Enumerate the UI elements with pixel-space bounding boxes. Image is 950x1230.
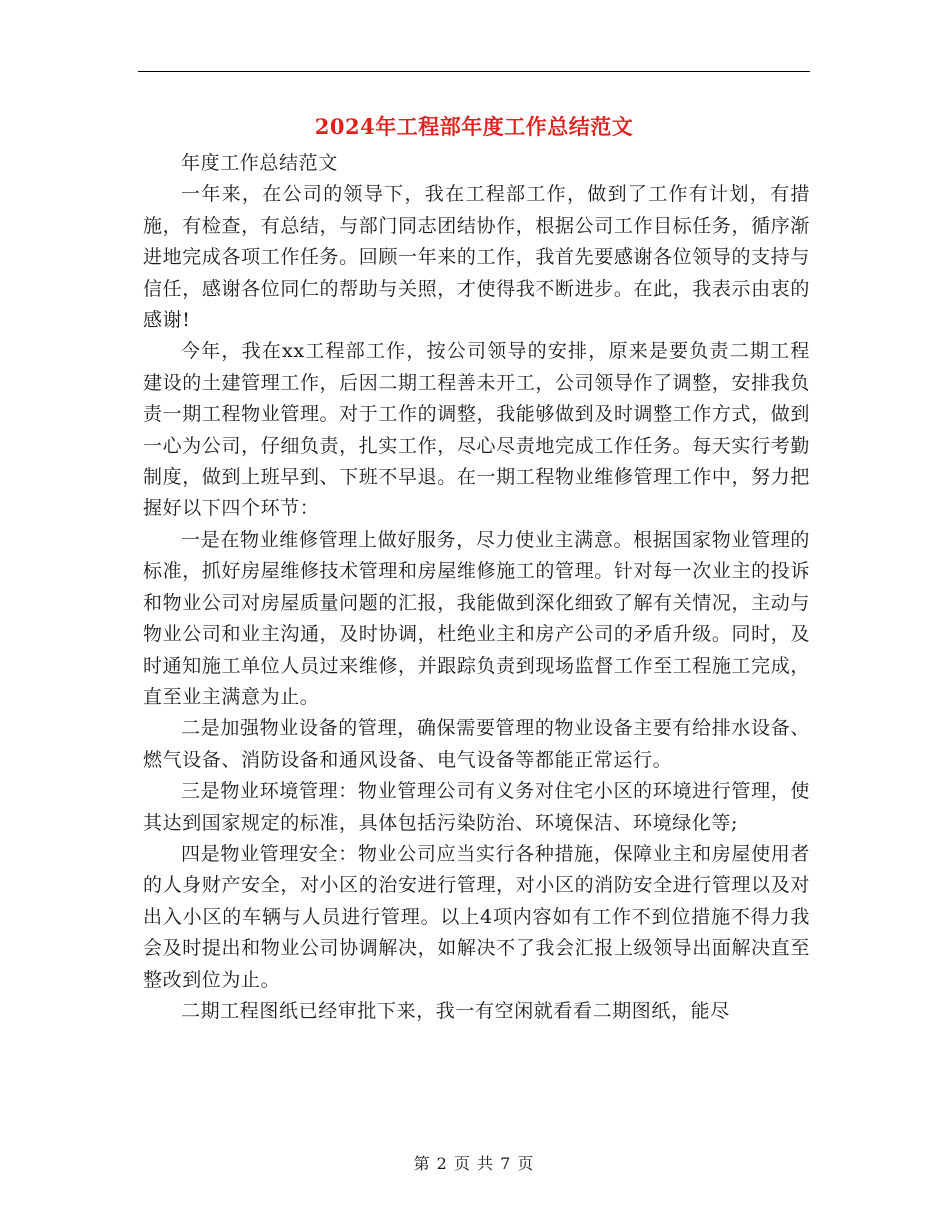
paragraph-assignment: 今年，我在xx工程部工作，按公司领导的安排，原来是要负责二期工程建设的土建管理工作，后因二期工程善未开工，公司领导作了调整，安排我负责一期工程物业管理。对于工作的调整，我能够做到及时调整工作方式，做到一心为公司，仔细负责，扎实工作，尽心尽责地完成工作任务。每天实行考勤制度，做到上班早到、下班不早退。在一期工程物业维修管理工作中，努力把握好以下四个环节： <box>143 340 810 520</box>
paragraph-item-three: 三是物业环境管理：物业管理公司有义务对住宅小区的环境进行管理，使其达到国家规定的标准，具体包括污染防治、环境保洁、环境绿化等; <box>143 780 810 834</box>
paragraph-item-two: 二是加强物业设备的管理，确保需要管理的物业设备主要有给排水设备、燃气设备、消防设备和通风设备、电气设备等都能正常运行。 <box>143 717 810 771</box>
paragraph-subtitle: 年度工作总结范文 <box>181 152 338 174</box>
paragraph-item-four: 四是物业管理安全：物业公司应当实行各种措施，保障业主和房屋使用者的人身财产安全，对小区的治安进行管理，对小区的消防安全进行管理以及对出入小区的车辆与人员进行管理。以上4项内容如有工作不到位措施不得力我会及时提出和物业公司协调解决，如解决不了我会汇报上级领导出面解决直至整改到位为止。 <box>143 842 810 991</box>
document-body <box>143 148 810 1027</box>
header-rule <box>138 71 810 72</box>
paragraph-phase-two: 二期工程图纸已经审批下来，我一有空闲就看看二期图纸，能尽 <box>181 999 730 1022</box>
document-title: 2024年工程部年度工作总结范文 <box>314 114 634 139</box>
page-number-footer: 第 2 页 共 7 页 <box>413 1154 535 1173</box>
paragraph-intro: 一年来，在公司的领导下，我在工程部工作，做到了工作有计划，有措施，有检查，有总结，与部门同志团结协作，根据公司工作目标任务，循序渐进地完成各项工作任务。回顾一年来的工作，我首先要感谢各位领导的支持与信任，感谢各位同仁的帮助与关照，才使得我不断进步。在此，我表示由衷的感谢! <box>143 183 810 332</box>
paragraph-item-one: 一是在物业维修管理上做好服务，尽力使业主满意。根据国家物业管理的标准，抓好房屋维修技术管理和房屋维修施工的管理。针对每一次业主的投诉和物业公司对房屋质量问题的汇报，我能做到深化细致了解有关情况，主动与物业公司和业主沟通，及时协调，杜绝业主和房产公司的矛盾升级。同时，及时通知施工单位人员过来维修，并跟踪负责到现场监督工作至工程施工完成，直至业主满意为止。 <box>143 528 810 708</box>
